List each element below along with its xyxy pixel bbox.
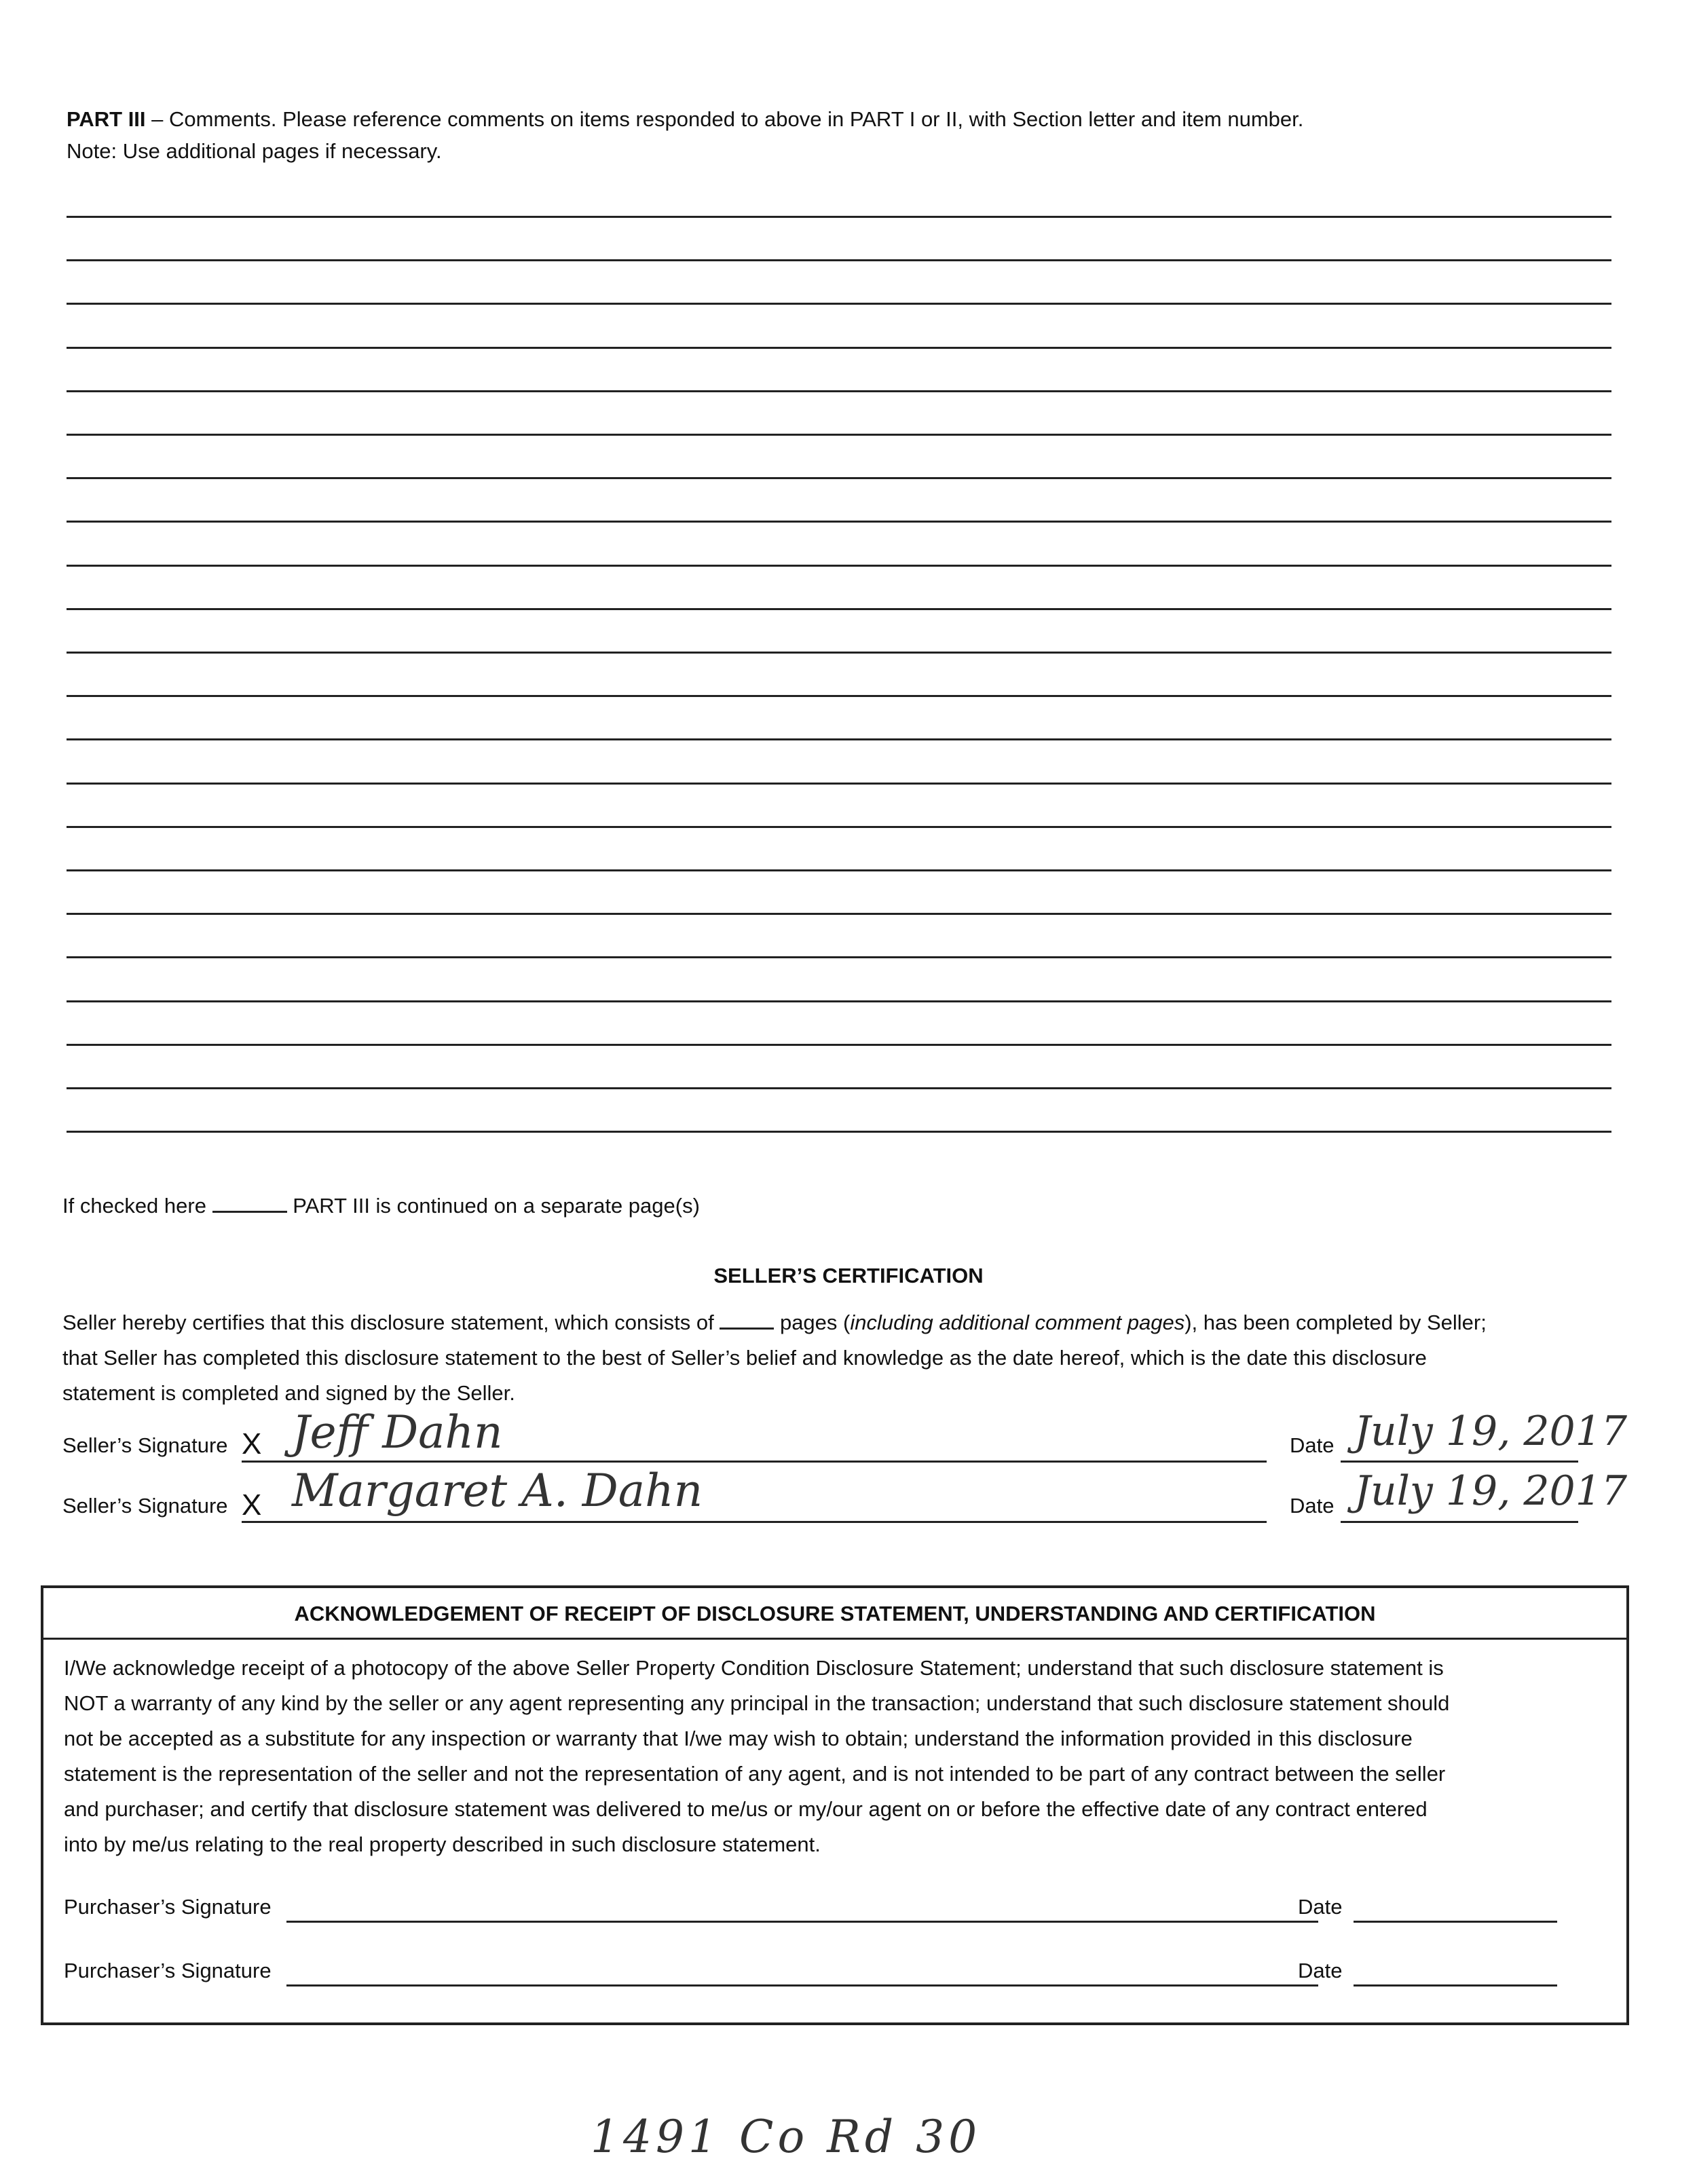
ack-line: statement is the representation of the seller and not the representation of any agent, and is not intended to be part of any contract between the seller [64, 1762, 1446, 1786]
comment-line[interactable] [67, 913, 1611, 915]
purchaser-sig-label-2: Purchaser’s Signature [64, 1959, 272, 1982]
comment-line[interactable] [67, 565, 1611, 567]
seller-sig-x-1: X [242, 1427, 262, 1461]
seller-signature-2: Margaret A. Dahn [292, 1465, 703, 1517]
comment-line[interactable] [67, 434, 1611, 436]
seller-cert-line1a: Seller hereby certifies that this disclosure statement, which consists of [62, 1311, 714, 1334]
purchaser-sig-line-2[interactable] [286, 1984, 1318, 1987]
ack-line: and purchaser; and certify that disclosure statement was delivered to me/us or my/our agent on or before the effective date of any contract entered [64, 1797, 1428, 1821]
comment-line[interactable] [67, 1131, 1611, 1133]
seller-date-label-1: Date [1290, 1433, 1335, 1457]
continued-line [62, 1190, 700, 1222]
comment-line[interactable] [67, 695, 1611, 697]
comment-line[interactable] [67, 1087, 1611, 1089]
comment-line[interactable] [67, 783, 1611, 785]
ack-header-divider [43, 1638, 1626, 1640]
page-count-blank[interactable] [720, 1306, 774, 1330]
seller-sig-line-1[interactable] [242, 1461, 1267, 1463]
comment-line[interactable] [67, 216, 1611, 218]
comment-line[interactable] [67, 652, 1611, 654]
ack-title: ACKNOWLEDGEMENT OF RECEIPT OF DISCLOSURE STATEMENT, UNDERSTANDING AND CERTIFICATION [294, 1602, 1376, 1625]
comment-line[interactable] [67, 390, 1611, 392]
purchaser-date-line-2[interactable] [1354, 1984, 1557, 1987]
part3-heading-bold: PART III [67, 107, 146, 131]
seller-cert-line1b: pages ( [779, 1311, 851, 1334]
purchaser-sig-line-1[interactable] [286, 1921, 1318, 1923]
comment-line[interactable] [67, 347, 1611, 349]
seller-cert-line1c: ), has been completed by Seller; [1185, 1311, 1487, 1334]
seller-sig-label-2: Seller’s Signature [62, 1494, 228, 1518]
ack-line: NOT a warranty of any kind by the seller or any agent representing any principal in the transaction; understand that such disclosure statement should [64, 1691, 1450, 1715]
ack-line: not be accepted as a substitute for any inspection or warranty that I/we may wish to obtain; understand the information provided in this disclosure [64, 1727, 1413, 1750]
part3-heading-text: – Comments. Please reference comments on items responded to above in PART I or II, with Section letter and item number. [145, 107, 1304, 131]
ack-line: into by me/us relating to the real property described in such disclosure statement. [64, 1832, 821, 1856]
purchaser-date-label-1: Date [1298, 1895, 1343, 1919]
part3-heading [67, 105, 1303, 135]
seller-cert-title: SELLER’S CERTIFICATION [713, 1264, 984, 1287]
continued-suffix: PART III is continued on a separate page(s) [293, 1194, 700, 1218]
acknowledgement-box [41, 1585, 1629, 2025]
seller-sig-label-1: Seller’s Signature [62, 1433, 228, 1457]
seller-date-line-1[interactable] [1341, 1461, 1578, 1463]
purchaser-date-label-2: Date [1298, 1959, 1343, 1982]
comment-line[interactable] [67, 869, 1611, 871]
seller-cert-paragraph [62, 1305, 1624, 1411]
seller-date-label-2: Date [1290, 1494, 1335, 1518]
seller-signature-1: Jeff Dahn [292, 1406, 503, 1458]
comment-line[interactable] [67, 738, 1611, 740]
purchaser-date-line-1[interactable] [1354, 1921, 1557, 1923]
ack-line: I/We acknowledge receipt of a photocopy of the above Seller Property Condition Disclosure Statement; understand that such disclosure statement is [64, 1656, 1444, 1680]
comment-line[interactable] [67, 477, 1611, 479]
seller-cert-line2: that Seller has completed this disclosure statement to the best of Seller’s belief and knowledge as the date hereof, which is the date this disclosure [62, 1346, 1427, 1370]
continued-prefix: If checked here [62, 1194, 206, 1218]
comment-line[interactable] [67, 521, 1611, 523]
comment-line[interactable] [67, 1000, 1611, 1002]
seller-date-line-2[interactable] [1341, 1521, 1578, 1523]
comment-line[interactable] [67, 1044, 1611, 1046]
handwritten-address-note: 1491 Co Rd 30 [591, 2111, 982, 2163]
seller-sig-x-2: X [242, 1488, 262, 1522]
seller-sig-line-2[interactable] [242, 1521, 1267, 1523]
seller-date-2: July 19, 2017 [1354, 1467, 1628, 1515]
seller-cert-line1-italic: including additional comment pages [850, 1311, 1185, 1334]
purchaser-sig-label-1: Purchaser’s Signature [64, 1895, 272, 1919]
comment-line[interactable] [67, 259, 1611, 261]
ack-paragraph [64, 1651, 1611, 1862]
comment-line[interactable] [67, 956, 1611, 958]
seller-date-1: July 19, 2017 [1354, 1408, 1628, 1455]
comment-line[interactable] [67, 303, 1611, 305]
part3-note: Note: Use additional pages if necessary. [67, 139, 442, 163]
comment-line[interactable] [67, 608, 1611, 610]
comment-line[interactable] [67, 826, 1611, 828]
continued-check-blank[interactable] [212, 1190, 287, 1213]
seller-cert-line3: statement is completed and signed by the Seller. [62, 1381, 515, 1405]
